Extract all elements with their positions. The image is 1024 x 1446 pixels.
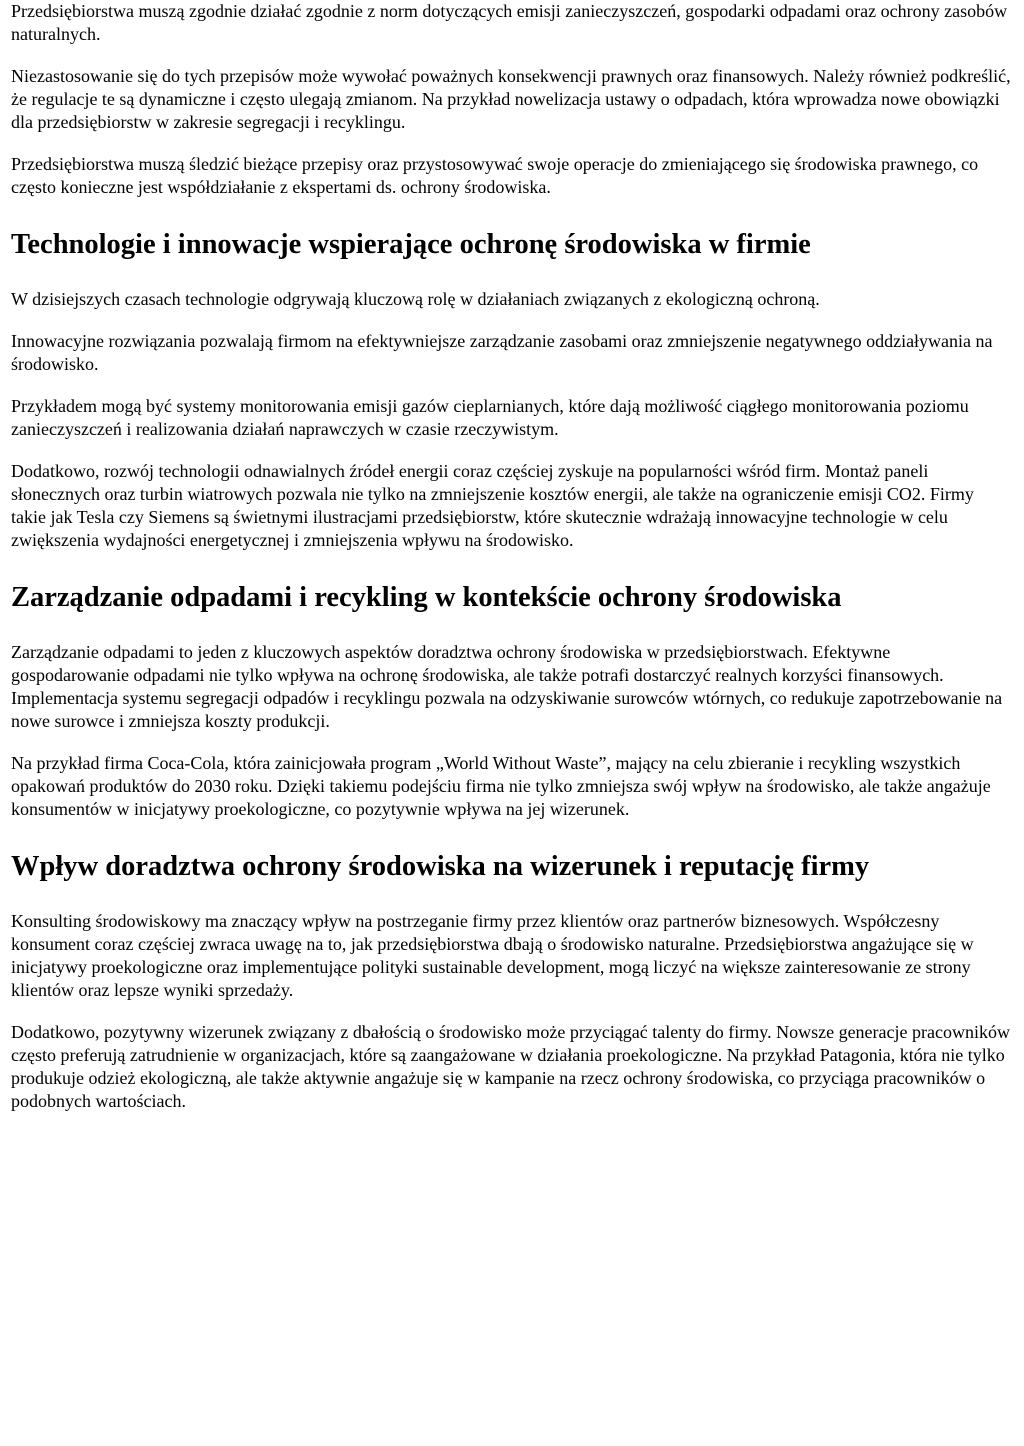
technology-paragraph-2: Innowacyjne rozwiązania pozwalają firmom na efektywniejsze zarządzanie zasobami oraz zmniejszenie negatywnego oddziaływania na środowisko. (11, 331, 993, 374)
technology-paragraph-4: Dodatkowo, rozwój technologii odnawialnych źródeł energii coraz częściej zyskuje na popularności wśród firm. Montaż paneli słonecznych oraz turbin wiatrowych pozwala nie tylko na zmniejszenie kosztów energii, ale także na ograniczenie emisji CO2. Firmy takie jak Tesla czy Siemens są świetnymi ilustracjami przedsiębiorstw, które skutecznie wdrażają innowacyjne technologie w celu zwiększenia wydajności energetycznej i zmniejszenia wpływu na środowisko. (11, 461, 974, 550)
technology-paragraph-1: W dzisiejszych czasach technologie odgrywają kluczową rolę w działaniach związanych z ekologiczną ochroną. (11, 289, 820, 309)
reputation-paragraph-1: Konsulting środowiskowy ma znaczący wpływ na postrzeganie firmy przez klientów oraz partnerów biznesowych. Współczesny konsument coraz częściej zwraca uwagę na to, jak przedsiębiorstwa dbają o środowisko naturalne. Przedsiębiorstwa angażujące się w inicjatywy proekologiczne oraz implementujące polityki sustainable development, mogą liczyć na większe zainteresowanie ze strony klientów oraz lepsze wyniki sprzedaży. (11, 911, 974, 1000)
technology-paragraph-3: Przykładem mogą być systemy monitorowania emisji gazów cieplarnianych, które dają możliwość ciągłego monitorowania poziomu zanieczyszczeń i realizowania działań naprawczych w czasie rzeczywistym. (11, 396, 969, 439)
reputation-paragraph-2: Dodatkowo, pozytywny wizerunek związany z dbałością o środowisko może przyciągać talenty do firmy. Nowsze generacje pracowników często preferują zatrudnienie w organizacjach, które są zaangażowane w działania proekologiczne. Na przykład Patagonia, która nie tylko produkuje odzież ekologiczną, ale także aktywnie angażuje się w kampanie na rzecz ochrony środowiska, co przyciąga pracowników o podobnych wartościach. (11, 1022, 1010, 1111)
intro-paragraph-2: Niezastosowanie się do tych przepisów może wywołać poważnych konsekwencji prawnych oraz finansowych. Należy również podkreślić, że regulacje te są dynamiczne i często ulegają zmianom. Na przykład nowelizacja ustawy o odpadach, która wprowadza nowe obowiązki dla przedsiębiorstw w zakresie segregacji i recyklingu. (11, 66, 1011, 132)
section-heading-reputation: Wpływ doradztwa ochrony środowiska na wizerunek i reputację firmy (11, 851, 870, 882)
intro-paragraph-3: Przedsiębiorstwa muszą śledzić bieżące przepisy oraz przystosowywać swoje operacje do zmieniającego się środowiska prawnego, co często konieczne jest współdziałanie z ekspertami ds. ochrony środowiska. (11, 154, 979, 197)
waste-paragraph-2: Na przykład firma Coca-Cola, która zainicjowała program „World Without Waste”, mający na celu zbieranie i recykling wszystkich opakowań produktów do 2030 roku. Dzięki takiemu podejściu firma nie tylko zmniejsza swój wpływ na środowisko, ale także angażuje konsumentów w inicjatywy proekologiczne, co pozytywnie wpływa na jej wizerunek. (11, 753, 991, 819)
section-heading-technology: Technologie i innowacje wspierające ochronę środowiska w firmie (11, 229, 811, 260)
waste-paragraph-1: Zarządzanie odpadami to jeden z kluczowych aspektów doradztwa ochrony środowiska w przedsiębiorstwach. Efektywne gospodarowanie odpadami nie tylko wpływa na ochronę środowiska, ale także potrafi dostarczyć realnych korzyści finansowych. Implementacja systemu segregacji odpadów i recyklingu pozwala na odzyskiwanie surowców wtórnych, co redukuje zapotrzebowanie na nowe surowce i zmniejsza koszty produkcji. (11, 642, 1003, 731)
section-heading-waste: Zarządzanie odpadami i recykling w kontekście ochrony środowiska (11, 582, 842, 613)
intro-paragraph-1: Przedsiębiorstwa muszą zgodnie działać zgodnie z norm dotyczących emisji zanieczyszczeń, gospodarki odpadami oraz ochrony zasobów naturalnych. (11, 1, 1008, 44)
